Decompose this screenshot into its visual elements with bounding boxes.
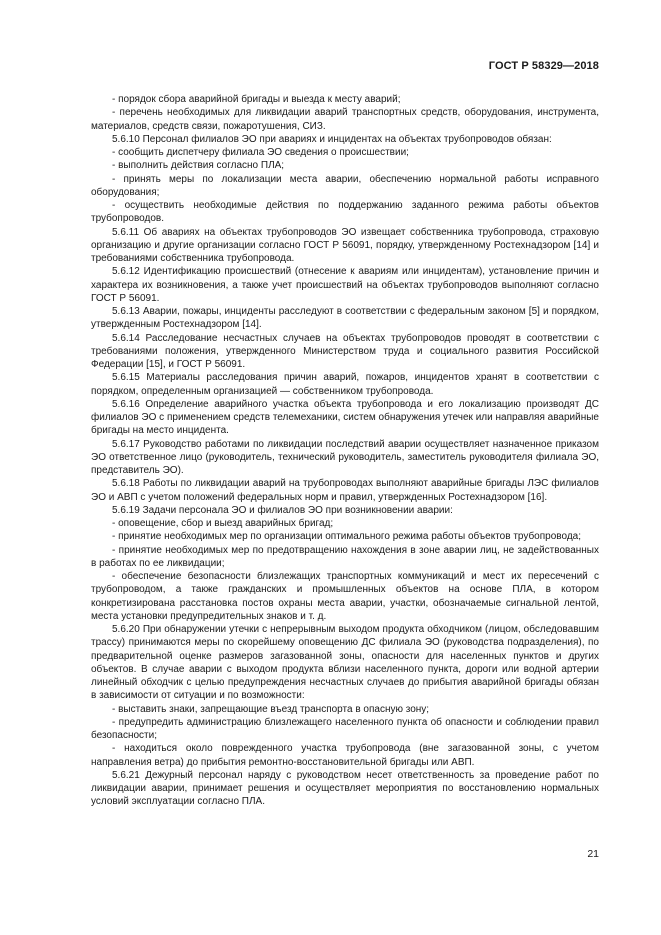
paragraph: 5.6.11 Об авариях на объектах трубопроводов ЭО извещает собственника трубопровода, страховую организацию и другие организации согласно ГОСТ Р 56091, порядку, утвержденному Ростехнадзором [14] и требованиями собственника трубопровода. (91, 226, 599, 264)
paragraph: 5.6.18 Работы по ликвидации аварий на трубопроводах выполняют аварийные бригады ЛЭС филиалов ЭО и АВП с учетом положений федеральных норм и правил, утвержденных Ростехнадзором [16]. (91, 478, 599, 503)
document-code-header: ГОСТ Р 58329—2018 (488, 60, 599, 72)
paragraph: - находиться около поврежденного участка трубопровода (вне загазованной зоны, с учетом направления ветра) до прибытия ремонтно-восстановительной бригады или АВП. (91, 743, 599, 768)
paragraph: - осуществить необходимые действия по поддержанию заданного режима работы объектов трубопроводов. (91, 200, 599, 225)
paragraph: 5.6.12 Идентификацию происшествий (отнесение к авариям или инцидентам), установление причин и характера их возникновения, а также учет происшествий на объектах трубопроводов выполняют согласно ГОСТ Р 56091. (91, 266, 599, 304)
paragraph: - порядок сбора аварийной бригады и выезда к месту аварий; (112, 94, 401, 105)
paragraph: - выполнить действия согласно ПЛА; (112, 160, 285, 172)
paragraph: - принятие необходимых мер по организации оптимального режима работы объектов трубопровода; (112, 531, 581, 543)
paragraph: - перечень необходимых для ликвидации аварий транспортных средств, оборудования, инструмента, материалов, средств связи, пожаротушения, СИЗ. (91, 107, 599, 132)
paragraph: - оповещение, сбор и выезд аварийных бригад; (112, 518, 334, 529)
document-body (91, 93, 599, 809)
page-number: 21 (587, 848, 599, 860)
paragraph: 5.6.19 Задачи персонала ЭО и филиалов ЭО при возникновении аварии: (112, 504, 453, 516)
paragraph: - принять меры по локализации места аварии, обеспечению нормальной работы исправного оборудования; (91, 173, 599, 198)
paragraph: - предупредить администрацию близлежащего населенного пункта об опасности и соблюдении правил безопасности; (91, 716, 599, 741)
paragraph: 5.6.16 Определение аварийного участка объекта трубопровода и его локализацию производят ДС филиалов ЭО с применением средств телемеханики, систем обнаружения утечек или направляя аварийные бригады на место инцидента. (91, 398, 599, 437)
paragraph: 5.6.13 Аварии, пожары, инциденты расследуют в соответствии с федеральным законом [5] и порядком, утвержденным Ростехнадзором [14]. (91, 306, 599, 331)
paragraph: 5.6.21 Дежурный персонал наряду с руководством несет ответственность за проведение работ по ликвидации аварии, принимает решения и осуществляет мероприятия по восстановлению нормальных условий эксплуатации согласно ПЛА. (91, 769, 599, 808)
paragraph: - обеспечение безопасности близлежащих транспортных коммуникаций и мест их пересечений с трубопроводом, а также гражданских и промышленных объектов на основе ПЛА, в котором конкретизирована расстановка постов охраны места аварии, участки, обозначаемые сигнальной лентой, места установки предупредительных знаков и т. д. (91, 571, 599, 622)
paragraph: 5.6.15 Материалы расследования причин аварий, пожаров, инцидентов хранят в соответствии с порядком, определенным организацией — собственником трубопровода. (91, 372, 599, 397)
paragraph: - выставить знаки, запрещающие въезд транспорта в опасную зону; (112, 703, 430, 715)
paragraph: - сообщить диспетчеру филиала ЭО сведения о происшествии; (112, 147, 409, 158)
paragraph: 5.6.14 Расследование несчастных случаев на объектах трубопроводов проводят в соответствии с требованиями положения, утвержденного Министерством труда и социального развития Российской Федерации [15], и ГОСТ Р 56091. (91, 332, 599, 370)
paragraph: 5.6.20 При обнаружении утечки с непрерывным выходом продукта обходчиком (лицом, обследовавшим трассу) принимаются меры по скорейшему оповещению ДС филиала ЭО (руководства подразделения), по предварительной оценке размеров загазованной зоны, опасности для населенных пунктов и других объектов. В случае аварии с выходом продукта вблизи населенного пункта, дороги или водной артерии линейный обходчик с целью предупреждения несчастных случаев до прибытия аварийной бригады обязан в зависимости от ситуации и по возможности: (91, 624, 599, 702)
paragraph: 5.6.17 Руководство работами по ликвидации последствий аварии осуществляет назначенное приказом ЭО ответственное лицо (руководитель, технический руководитель, заместитель руководителя филиала ЭО, представитель ЭО). (91, 438, 599, 476)
paragraph: 5.6.10 Персонал филиалов ЭО при авариях и инцидентах на объектах трубопроводов обязан: (112, 133, 552, 145)
paragraph: - принятие необходимых мер по предотвращению нахождения в зоне аварии лиц, не задействованных в работах по ее ликвидации; (91, 544, 599, 569)
